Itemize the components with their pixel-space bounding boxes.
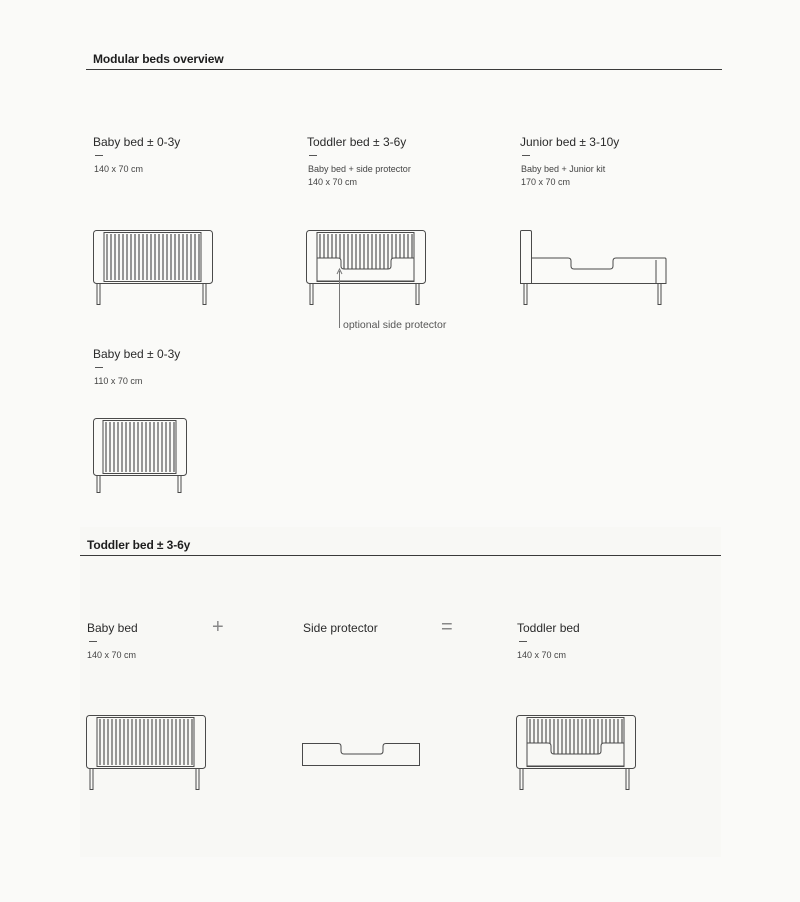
- equals-operator: =: [441, 616, 453, 638]
- item-title-toddler-bed: Toddler bed: [517, 621, 580, 635]
- junior-bed-drawing: [520, 228, 668, 306]
- baby-bed-small-drawing: [93, 416, 188, 494]
- item-composition: Baby bed + Junior kit: [521, 164, 606, 174]
- side-protector-drawing: [302, 740, 422, 768]
- item-composition: Baby bed + side protector: [308, 164, 411, 174]
- section-divider: [86, 69, 722, 70]
- baby-bed-large-drawing: [93, 228, 214, 306]
- item-size: 140 x 70 cm: [308, 177, 358, 187]
- section-divider: [80, 555, 721, 556]
- item-title-baby-bed: Baby bed: [87, 621, 138, 635]
- item-title-baby-bed-small: Baby bed ± 0-3y: [93, 347, 181, 361]
- item-title-toddler-bed: Toddler bed ± 3-6y: [307, 135, 407, 149]
- baby-bed-large-drawing: [86, 713, 207, 791]
- item-size: 170 x 70 cm: [521, 177, 571, 187]
- item-title-baby-bed: Baby bed ± 0-3y: [93, 135, 181, 149]
- title-dash: [309, 155, 317, 156]
- title-dash: [519, 641, 527, 642]
- title-dash: [89, 641, 97, 642]
- item-title-side-protector: Side protector: [303, 621, 378, 635]
- item-size: 140 x 70 cm: [94, 164, 144, 174]
- item-size: 110 x 70 cm: [94, 376, 143, 386]
- toddler-bed-drawing: [306, 228, 427, 306]
- title-dash: [95, 155, 103, 156]
- annotation-optional-side-protector: optional side protector: [343, 319, 447, 331]
- item-size: 140 x 70 cm: [87, 650, 137, 660]
- item-title-junior-bed: Junior bed ± 3-10y: [520, 135, 620, 149]
- toddler-bed-drawing: [516, 713, 637, 791]
- plus-operator: +: [212, 616, 224, 638]
- section-title-overview: Modular beds overview: [93, 52, 224, 66]
- title-dash: [95, 367, 103, 368]
- item-size: 140 x 70 cm: [517, 650, 567, 660]
- toddler-bed-panel: [80, 527, 721, 857]
- slats: [107, 234, 199, 280]
- section-title-toddler-bed: Toddler bed ± 3-6y: [87, 538, 191, 552]
- title-dash: [522, 155, 530, 156]
